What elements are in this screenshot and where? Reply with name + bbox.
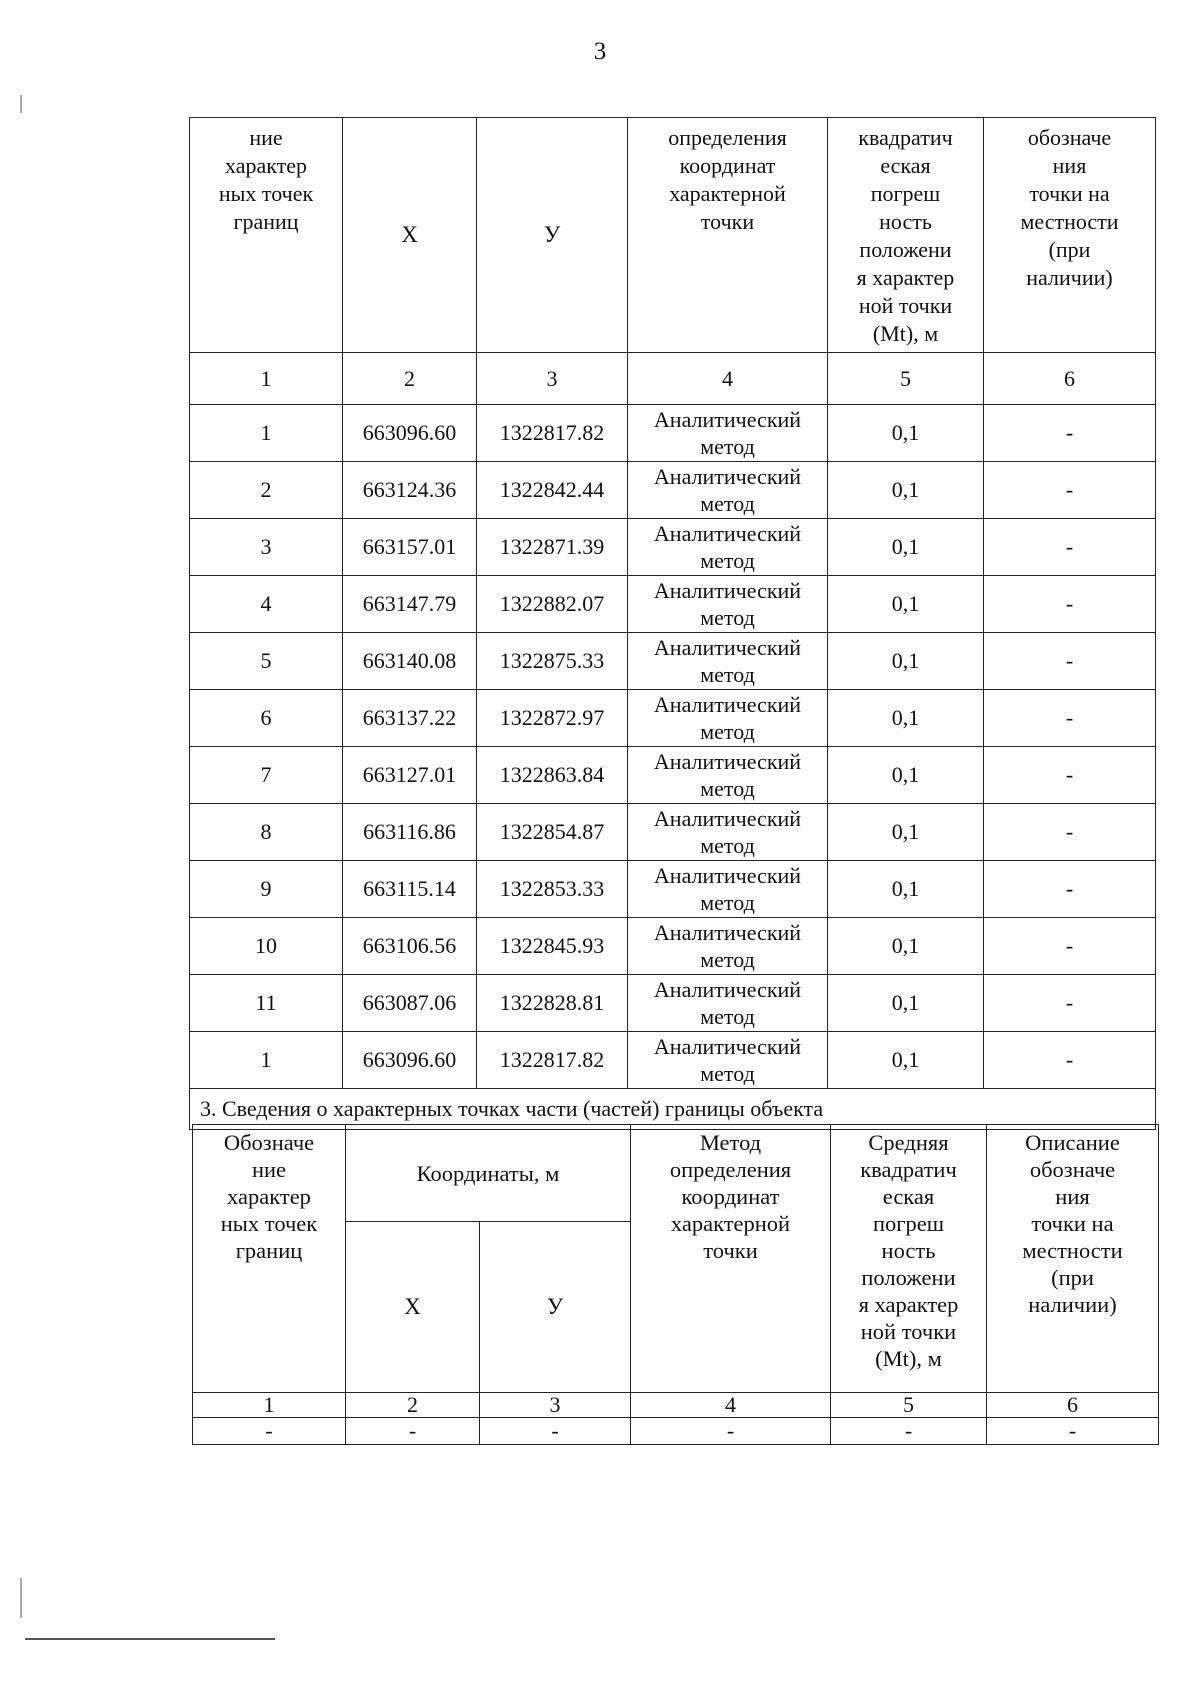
text-line: ной точки: [858, 293, 953, 318]
coord-y: 1322863.84: [477, 747, 628, 804]
text-line: я характер: [858, 1292, 959, 1317]
table-row: [190, 519, 1156, 576]
description: -: [984, 519, 1156, 576]
text-line: характерной: [670, 1211, 791, 1236]
mean-error: 0,1: [828, 462, 984, 519]
mean-error: 0,1: [828, 690, 984, 747]
table2-header-row: [193, 1125, 1159, 1222]
text-line: характерной: [669, 181, 786, 206]
text-line: погреш: [872, 1211, 945, 1236]
coord-x: 663087.06: [343, 975, 477, 1032]
method: [628, 633, 828, 690]
header-point-designation: [193, 1125, 346, 1393]
text-line: Аналитический: [653, 521, 802, 546]
section-title: 3. Сведения о характерных точках части (частей) границы объекта: [190, 1089, 1156, 1130]
method: [628, 747, 828, 804]
empty-cell: -: [987, 1418, 1159, 1445]
text-line: Аналитический: [653, 977, 802, 1002]
column-number: 5: [828, 353, 984, 405]
description: -: [984, 690, 1156, 747]
mean-error: 0,1: [828, 804, 984, 861]
description: -: [984, 975, 1156, 1032]
text-line: ния: [1055, 1184, 1090, 1209]
empty-data-row: [193, 1418, 1159, 1445]
column-number: 4: [631, 1393, 831, 1418]
text-line: ных точек: [218, 181, 314, 206]
point-number: 8: [190, 804, 343, 861]
table-row: [190, 690, 1156, 747]
mean-error: 0,1: [828, 918, 984, 975]
text-line: метод: [700, 491, 755, 516]
text-line: границ: [233, 209, 299, 234]
column-number: 2: [346, 1393, 480, 1418]
text-line: характер: [224, 153, 308, 178]
text-line: (Mt), м: [875, 1346, 942, 1371]
text-line: Аналитический: [653, 806, 802, 831]
method: [628, 861, 828, 918]
text-line: Аналитический: [653, 692, 802, 717]
text-line: метод: [700, 833, 755, 858]
coord-x: 663124.36: [343, 462, 477, 519]
empty-cell: -: [193, 1418, 346, 1445]
description: -: [984, 804, 1156, 861]
coord-y: 1322854.87: [477, 804, 628, 861]
coord-x: 663137.22: [343, 690, 477, 747]
header-mean-error: [831, 1125, 987, 1393]
text-line: метод: [700, 776, 755, 801]
column-number: 3: [480, 1393, 631, 1418]
header-y: У: [477, 118, 628, 353]
text-line: определения: [669, 1157, 792, 1182]
text-line: Аналитический: [653, 749, 802, 774]
coord-y: 1322845.93: [477, 918, 628, 975]
text-line: Описание: [1025, 1130, 1120, 1155]
method: [628, 462, 828, 519]
point-number: 3: [190, 519, 343, 576]
scan-margin-mark: [20, 95, 22, 113]
table-row: [190, 405, 1156, 462]
mean-error: 0,1: [828, 975, 984, 1032]
text-line: точки: [700, 209, 755, 234]
method: [628, 804, 828, 861]
text-line: еская: [882, 1184, 935, 1209]
point-number: 10: [190, 918, 343, 975]
text-line: метод: [700, 719, 755, 744]
text-line: наличии): [1028, 1292, 1117, 1317]
coord-x: 663127.01: [343, 747, 477, 804]
coord-y: 1322842.44: [477, 462, 628, 519]
empty-cell: -: [346, 1418, 480, 1445]
header-coordinates: Координаты, м: [346, 1125, 631, 1222]
text-line: Метод: [699, 1130, 762, 1155]
text-line: метод: [700, 1004, 755, 1029]
column-number: 5: [831, 1393, 987, 1418]
description: -: [984, 918, 1156, 975]
text-line: Аналитический: [653, 1034, 802, 1059]
header-method: [631, 1125, 831, 1393]
empty-cell: -: [480, 1418, 631, 1445]
column-number: 1: [193, 1393, 346, 1418]
header-x: Х: [346, 1222, 480, 1393]
header-description: [987, 1125, 1159, 1393]
coord-y: 1322871.39: [477, 519, 628, 576]
text-line: Обозначе: [223, 1130, 315, 1155]
header-x: Х: [343, 118, 477, 353]
text-line: Аналитический: [653, 578, 802, 603]
text-line: координат: [681, 1184, 780, 1209]
table-row: [190, 975, 1156, 1032]
point-number: 9: [190, 861, 343, 918]
coord-x: 663147.79: [343, 576, 477, 633]
column-number: 4: [628, 353, 828, 405]
point-number: 5: [190, 633, 343, 690]
point-number: 11: [190, 975, 343, 1032]
text-line: местности: [1020, 209, 1119, 234]
column-numbers-row: [190, 353, 1156, 405]
table-row: [190, 861, 1156, 918]
text-line: обозначе: [1029, 1157, 1116, 1182]
point-number: 6: [190, 690, 343, 747]
text-line: Аналитический: [653, 635, 802, 660]
text-line: местности: [1022, 1238, 1123, 1263]
text-line: ность: [879, 209, 932, 234]
text-line: Средняя: [868, 1130, 949, 1155]
description: -: [984, 576, 1156, 633]
text-line: метод: [700, 605, 755, 630]
text-line: координат: [679, 153, 776, 178]
description: -: [984, 1032, 1156, 1089]
mean-error: 0,1: [828, 519, 984, 576]
text-line: я характер: [856, 265, 955, 290]
part-boundary-points-table: [192, 1124, 1159, 1445]
text-line: точки на: [1031, 1211, 1114, 1236]
coord-x: 663157.01: [343, 519, 477, 576]
coord-y: 1322817.82: [477, 405, 628, 462]
method: [628, 975, 828, 1032]
text-line: Аналитический: [653, 407, 802, 432]
text-line: ние: [251, 1157, 287, 1182]
text-line: наличии): [1026, 265, 1113, 290]
text-line: метод: [700, 548, 755, 573]
column-number: 6: [987, 1393, 1159, 1418]
method: [628, 918, 828, 975]
footer-line: [25, 1638, 275, 1640]
description: -: [984, 633, 1156, 690]
text-line: определения: [668, 125, 787, 150]
text-line: положени: [859, 237, 952, 262]
text-line: метод: [700, 947, 755, 972]
text-line: метод: [700, 434, 755, 459]
coord-y: 1322872.97: [477, 690, 628, 747]
text-line: точки на: [1029, 181, 1110, 206]
column-number: 3: [477, 353, 628, 405]
text-line: погреш: [870, 181, 941, 206]
table-row: [190, 804, 1156, 861]
description: -: [984, 462, 1156, 519]
column-number: 1: [190, 353, 343, 405]
mean-error: 0,1: [828, 1032, 984, 1089]
mean-error: 0,1: [828, 861, 984, 918]
text-line: границ: [235, 1238, 303, 1263]
method: [628, 519, 828, 576]
page-number: 3: [593, 38, 607, 65]
description: -: [984, 861, 1156, 918]
table-row: [190, 633, 1156, 690]
text-line: метод: [700, 890, 755, 915]
coord-x: 663096.60: [343, 405, 477, 462]
text-line: точки: [703, 1238, 758, 1263]
description: -: [984, 747, 1156, 804]
method: [628, 405, 828, 462]
text-line: квадратич: [860, 1157, 957, 1182]
coord-y: 1322828.81: [477, 975, 628, 1032]
point-number: 2: [190, 462, 343, 519]
header-method: [628, 118, 828, 353]
text-line: ность: [881, 1238, 936, 1263]
text-line: квадратич: [858, 125, 953, 150]
table-row: [190, 918, 1156, 975]
text-line: ных точек: [220, 1211, 318, 1236]
method: [628, 1032, 828, 1089]
point-number: 7: [190, 747, 343, 804]
method: [628, 690, 828, 747]
text-line: ния: [1052, 153, 1087, 178]
text-line: Аналитический: [653, 920, 802, 945]
text-line: (при: [1048, 237, 1091, 262]
header-point-designation: [190, 118, 343, 353]
empty-cell: -: [631, 1418, 831, 1445]
boundary-points-table: [189, 117, 1156, 1130]
point-number: 1: [190, 1032, 343, 1089]
mean-error: 0,1: [828, 633, 984, 690]
table-row: [190, 747, 1156, 804]
method: [628, 576, 828, 633]
text-line: обозначе: [1027, 125, 1112, 150]
coord-x: 663096.60: [343, 1032, 477, 1089]
coord-x: 663116.86: [343, 804, 477, 861]
coord-y: 1322817.82: [477, 1032, 628, 1089]
coord-x: 663106.56: [343, 918, 477, 975]
table-row: [190, 1032, 1156, 1089]
column-number: 6: [984, 353, 1156, 405]
coord-y: 1322853.33: [477, 861, 628, 918]
text-line: метод: [700, 1061, 755, 1086]
table-row: [190, 462, 1156, 519]
column-number: 2: [343, 353, 477, 405]
description: -: [984, 405, 1156, 462]
text-line: Аналитический: [653, 863, 802, 888]
text-line: ние: [249, 125, 283, 150]
text-line: (при: [1051, 1265, 1094, 1290]
text-line: Аналитический: [653, 464, 802, 489]
coord-x: 663115.14: [343, 861, 477, 918]
coord-y: 1322875.33: [477, 633, 628, 690]
text-line: положени: [861, 1265, 956, 1290]
text-line: (Mt), м: [872, 321, 939, 346]
header-y: У: [480, 1222, 631, 1393]
point-number: 4: [190, 576, 343, 633]
coord-y: 1322882.07: [477, 576, 628, 633]
column-numbers-row: [193, 1393, 1159, 1418]
point-number: 1: [190, 405, 343, 462]
mean-error: 0,1: [828, 405, 984, 462]
header-mean-error: [828, 118, 984, 353]
table-row: [190, 576, 1156, 633]
header-description: [984, 118, 1156, 353]
mean-error: 0,1: [828, 576, 984, 633]
mean-error: 0,1: [828, 747, 984, 804]
text-line: метод: [700, 662, 755, 687]
table-header-row: [190, 118, 1156, 353]
scan-margin-mark: [20, 1578, 22, 1618]
empty-cell: -: [831, 1418, 987, 1445]
text-line: характер: [227, 1184, 311, 1209]
coord-x: 663140.08: [343, 633, 477, 690]
text-line: еская: [880, 153, 931, 178]
text-line: ной точки: [860, 1319, 957, 1344]
